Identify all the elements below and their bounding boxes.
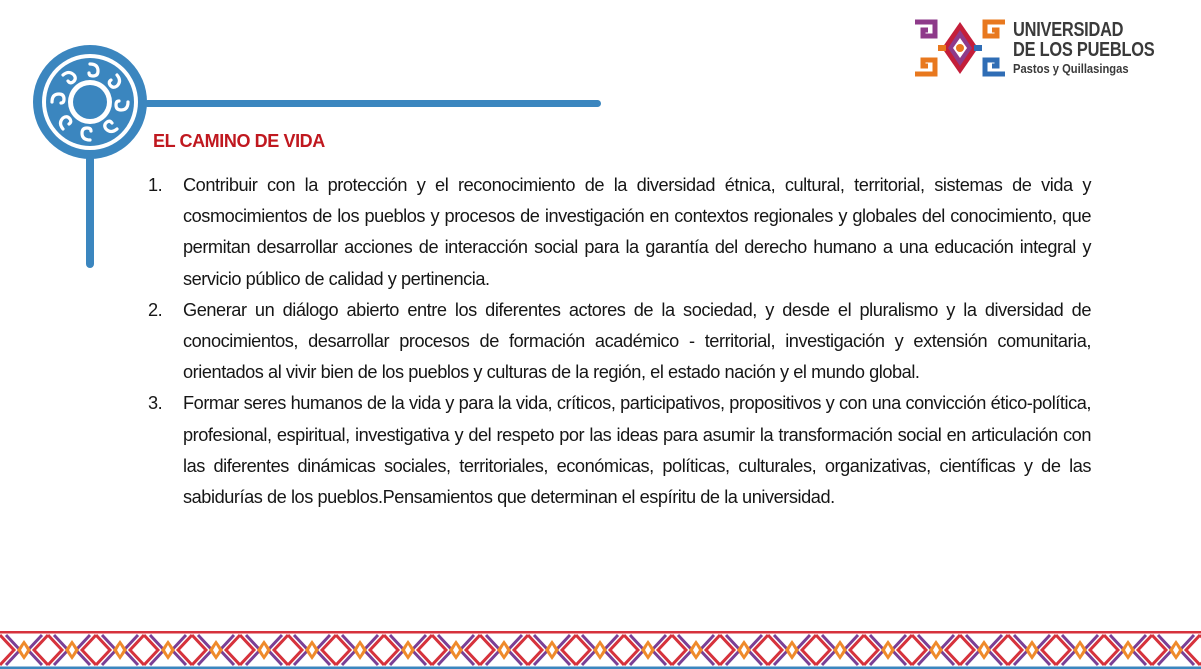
logo-line-1: UNIVERSIDAD [1013,19,1124,41]
andean-pattern-logo-icon [912,18,1008,78]
principles-list [145,170,1091,513]
item-number: 2. [148,299,163,320]
logo-line-2: DE LOS PUEBLOS [1013,39,1155,61]
item-number: 1. [148,175,163,195]
section-title: EL CAMINO DE VIDA [153,131,325,151]
item-text: Generar un diálogo abierto entre los diferentes actores de la sociedad, y desde el pluralismo y la diversidad de conocimientos, desarrollar procesos de formación académico - territorial, investigación y extensión comunitaria, orientados al vivir bien de los pueblos y culturas de la región, el estado nación y el mundo global. [183,299,1091,383]
list-item [145,295,1091,389]
item-number: 3. [148,393,163,414]
andean-pattern-band [0,631,1201,669]
item-text: Formar seres humanos de la vida y para la vida, críticos, participativos, propositivos y con una convicción ético-política, profesional, espiritual, investigativa y del respeto por las ideas para asumir la transformación social en articulación con las diferentes dinámicas sociales, territoriales, económicas, políticas, culturales, organizativas, científicas y de las sabidurías de los pueblos.Pensamientos que determinan el espíritu de la universidad. [183,393,1091,508]
logo-wordmark [1013,20,1186,75]
item-text: Contribuir con la protección y el reconocimiento de la diversidad étnica, cultural, territorial, sistemas de vida y cosmocimientos de los pueblos y procesos de investigación en contextos regionales y globales del conocimiento, que permitan desarrollar acciones de interacción social para la garantía del derecho humano a una educación integral y servicio público de calidad y pertinencia. [183,175,1091,289]
university-logo [912,18,1172,80]
list-item [145,170,1091,295]
list-item [145,388,1091,513]
logo-line-3: Pastos y Quillasingas [1013,61,1129,76]
